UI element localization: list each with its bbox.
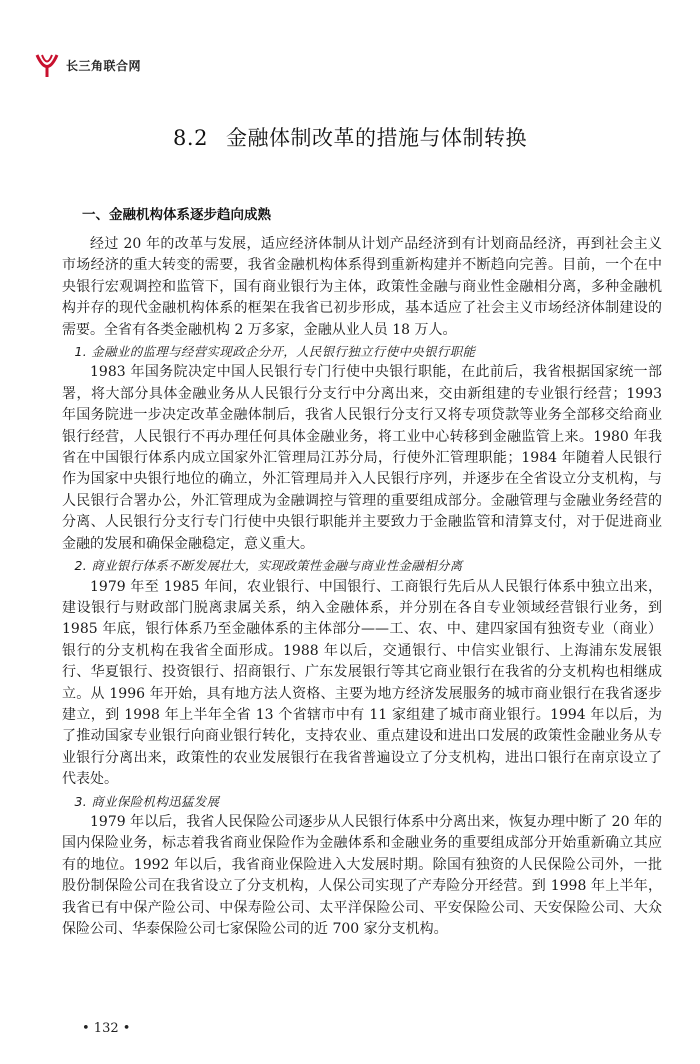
- site-name: 长三角联合网: [66, 58, 142, 73]
- paragraph: 1979 年以后，我省人民保险公司逐步从人民银行体系中分离出来，恢复办理中断了 20 年的国内保险业务，标志着我省商业保险作为金融体系和金融业务的重要组成部分开始重新确立其应有的地位。1992 年以后，我省商业保险进入大发展时期。除国有独资的人民保险公司外，一批股份制保险公司在我省设立了分支机构，人保公司实现了产寿险分开经营。到 1998 年上半年，我省已有中保产险公司、中保寿险公司、太平洋保险公司、平安保险公司、天安保险公司、大众保险公司、华泰保险公司七家保险公司的近 700 家分支机构。: [62, 813, 662, 937]
- chapter-title: [0, 122, 700, 152]
- subsection-heading: 1. 金融业的监理与经营实现政企分开，人民银行独立行使中央银行职能: [74, 344, 476, 360]
- paragraph: 1979 年至 1985 年间，农业银行、中国银行、工商银行先后从人民银行体系中独立出来，建设银行与财政部门脱离隶属关系，纳入金融体系，并分别在各自专业领域经营银行业务，到 1985 年底，银行体系乃至金融体系的主体部分——工、农、中、建四家国有独资专业（商业）银行的分支机构在我省全面形成。1988 年以后，交通银行、中信实业银行、上海浦东发展银行、华夏银行、投资银行、招商银行、广东发展银行等其它商业银行在我省的分支机构也相继成立。从 1996 年开始，具有地方法人资格、主要为地方经济发展服务的城市商业银行在我省逐步建立，到 1998 年上半年全省 13 个省辖市中有 11 家组建了城市商业银行。1994 年以后，为了推动国家专业银行向商业银行转化，支持农业、重点建设和进出口发展的政策性金融业务从专业银行分离出来，政策性的农业发展银行在我省普遍设立了分支机构，进出口银行在南京设立了代表处。: [62, 578, 662, 788]
- body-text: [62, 234, 662, 940]
- chapter-number: 8.2: [173, 126, 208, 150]
- page-header: [34, 52, 141, 78]
- paragraph: 经过 20 年的改革与发展，适应经济体制从计划产品经济到有计划商品经济，再到社会主义市场经济的重大转变的需要，我省金融机构体系得到重新构建并不断趋向完善。目前，一个在中央银行宏观调控和监管下，国有商业银行为主体，政策性金融与商业性金融相分离，多种金融机构并存的现代金融机构体系的框架在我省已初步形成，基本适应了社会主义市场经济体制建设的需要。全省有各类金融机构 2 万多家，金融从业人员 18 万人。: [62, 236, 662, 338]
- section-heading: 一、金融机构体系逐步趋向成熟: [82, 207, 271, 223]
- page-number: • 132 •: [82, 1021, 131, 1036]
- subsection-heading: 2. 商业银行体系不断发展壮大，实现政策性金融与商业性金融相分离: [74, 558, 463, 574]
- subsection-heading: 3. 商业保险机构迅猛发展: [74, 793, 220, 809]
- chapter-title-text: 金融体制改革的措施与体制转换: [225, 126, 527, 150]
- paragraph: 1983 年国务院决定中国人民银行专门行使中央银行职能，在此前后，我省根据国家统一部署，将大部分具体金融业务从人民银行分支行中分离出来，交由新组建的专业银行经营；1993 年国务院进一步决定改革金融体制后，我省人民银行分支行又将专项贷款等业务全部移交给商业银行经营，人民银行不再办理任何具体金融业务，将工业中心转移到金融监管上来。1980 年我省在中国银行体系内成立国家外汇管理局江苏分局，行使外汇管理职能；1984 年随着人民银行作为国家中央银行地位的确立，外汇管理局并入人民银行序列，并逐步在全省设立分支机构，与人民银行合署办公，外汇管理成为金融调控与管理的重要组成部分。金融管理与金融业务经营的分离、人民银行分支行专门行使中央银行职能并主要致力于金融监管和清算支付，对于促进商业金融的发展和确保金融稳定，意义重大。: [62, 364, 662, 552]
- triangle-network-logo-icon: [34, 52, 60, 78]
